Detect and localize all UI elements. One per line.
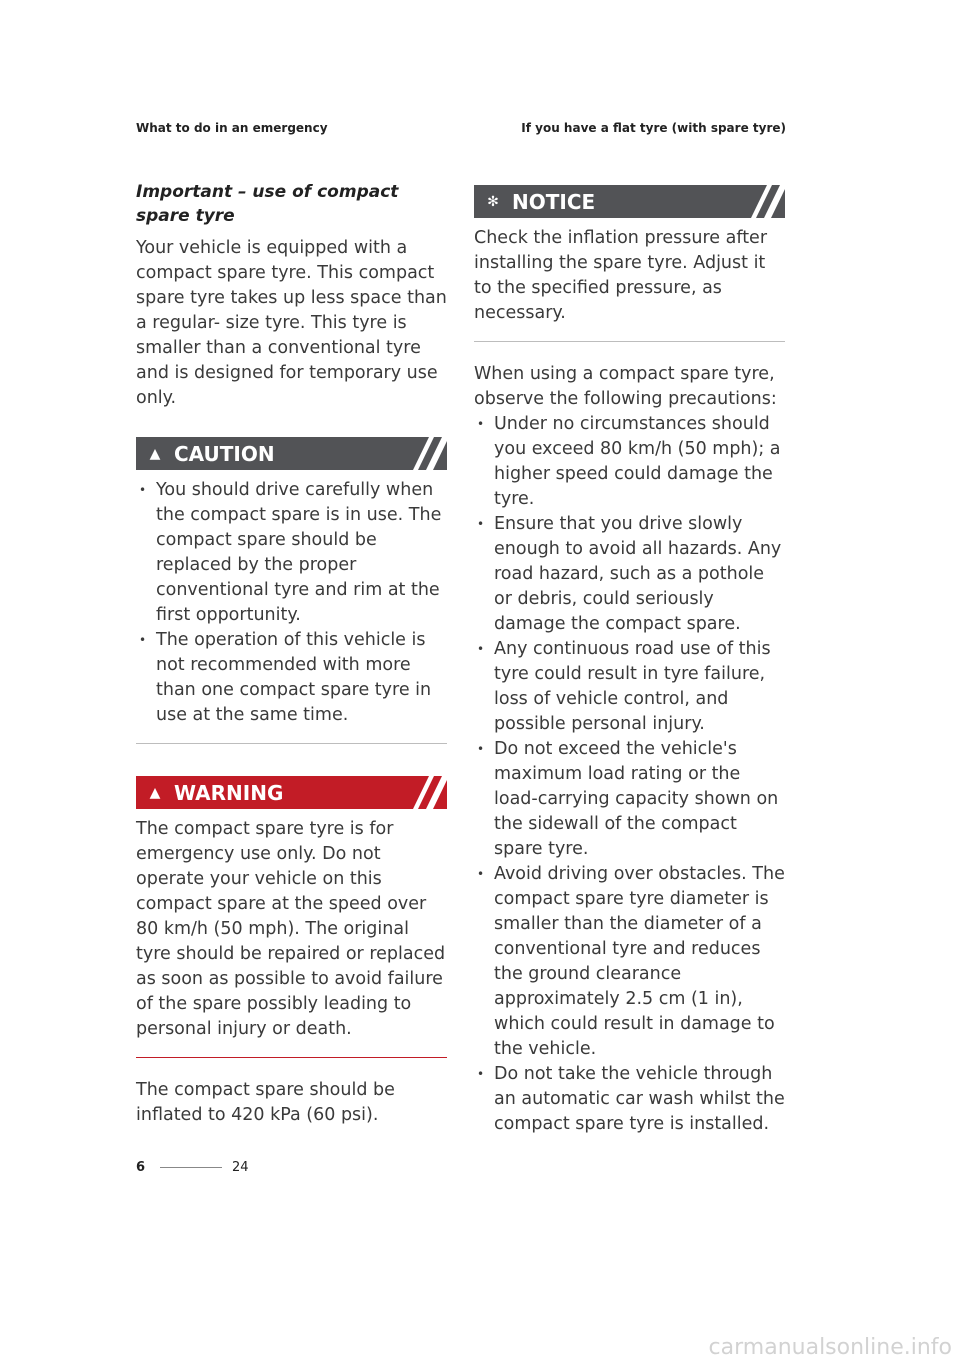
watermark: carmanualsonline.info — [708, 1335, 952, 1360]
section-divider — [136, 743, 447, 744]
warning-text: The compact spare tyre is for emergency use only. Do not operate your vehicle on this compact spare at the speed over 80 km/h (50 mph). The original tyre should be repaired or replaced as soon as possible to avoid failure of the spare possibly leading to personal injury or death. — [136, 819, 446, 1039]
warning-label: WARNING — [174, 780, 284, 805]
list-item: • Under no circumstances should you exceed 80 km/h (50 mph); a higher speed could damage the tyre. — [474, 412, 785, 512]
notice-banner — [474, 185, 785, 218]
caution-triangle-icon: ▲ — [149, 445, 161, 462]
notice-text: Check the inflation pressure after installing the spare tyre. Adjust it to the specified pressure, as necessary. — [474, 228, 768, 323]
banner-stripes-decoration — [399, 437, 447, 470]
list-item: • The operation of this vehicle is not recommended with more than one compact spare tyre in use at the same time. — [136, 628, 447, 728]
right-column — [474, 185, 785, 1137]
running-header-section: If you have a flat tyre (with spare tyre) — [521, 121, 786, 135]
list-item: • You should drive carefully when the compact spare is in use. The compact spare should be replaced by the proper conventional tyre and rim at the first opportunity. — [136, 478, 447, 628]
intro-paragraph: Your vehicle is equipped with a compact spare tyre. This compact spare tyre takes up less space than a regular- size tyre. This tyre is smaller than a conventional tyre and is designed for temporary use only. — [136, 238, 447, 408]
chapter-number: 6 — [136, 1160, 146, 1175]
warning-banner — [136, 776, 447, 809]
precautions-intro: When using a compact spare tyre, observe the following precautions: — [474, 364, 777, 409]
notice-label: NOTICE — [512, 189, 596, 214]
list-item: • Avoid driving over obstacles. The compact spare tyre diameter is smaller than the diameter of a conventional tyre and reduces the ground clearance approximately 2.5 cm (1 in), which could result in damage to the vehicle. — [474, 862, 785, 1062]
warning-triangle-icon: ▲ — [149, 784, 161, 801]
caution-label: CAUTION — [174, 441, 275, 466]
banner-stripes-decoration — [399, 776, 447, 809]
section-subheading: Important – use of compact spare tyre — [136, 182, 399, 226]
caution-banner — [136, 437, 447, 470]
precautions-list — [474, 412, 785, 1137]
list-item: • Ensure that you drive slowly enough to avoid all hazards. Any road hazard, such as a pothole or debris, could seriously damage the compact spare. — [474, 512, 785, 637]
page-number: 24 — [232, 1160, 249, 1175]
list-item: • Do not take the vehicle through an automatic car wash whilst the compact spare tyre is installed. — [474, 1062, 785, 1137]
caution-list — [136, 478, 447, 728]
notice-asterisk-icon: ✻ — [487, 193, 499, 210]
running-header-chapter: What to do in an emergency — [136, 121, 328, 135]
list-item: • Any continuous road use of this tyre could result in tyre failure, loss of vehicle control, and possible personal injury. — [474, 637, 785, 737]
banner-stripes-decoration — [737, 185, 785, 218]
inflation-paragraph: The compact spare should be inflated to 420 kPa (60 psi). — [136, 1080, 395, 1125]
left-column — [136, 180, 447, 1128]
list-item: • Do not exceed the vehicle's maximum load rating or the load-carrying capacity shown on the sidewall of the compact spare tyre. — [474, 737, 785, 862]
footer-rule — [160, 1167, 222, 1168]
